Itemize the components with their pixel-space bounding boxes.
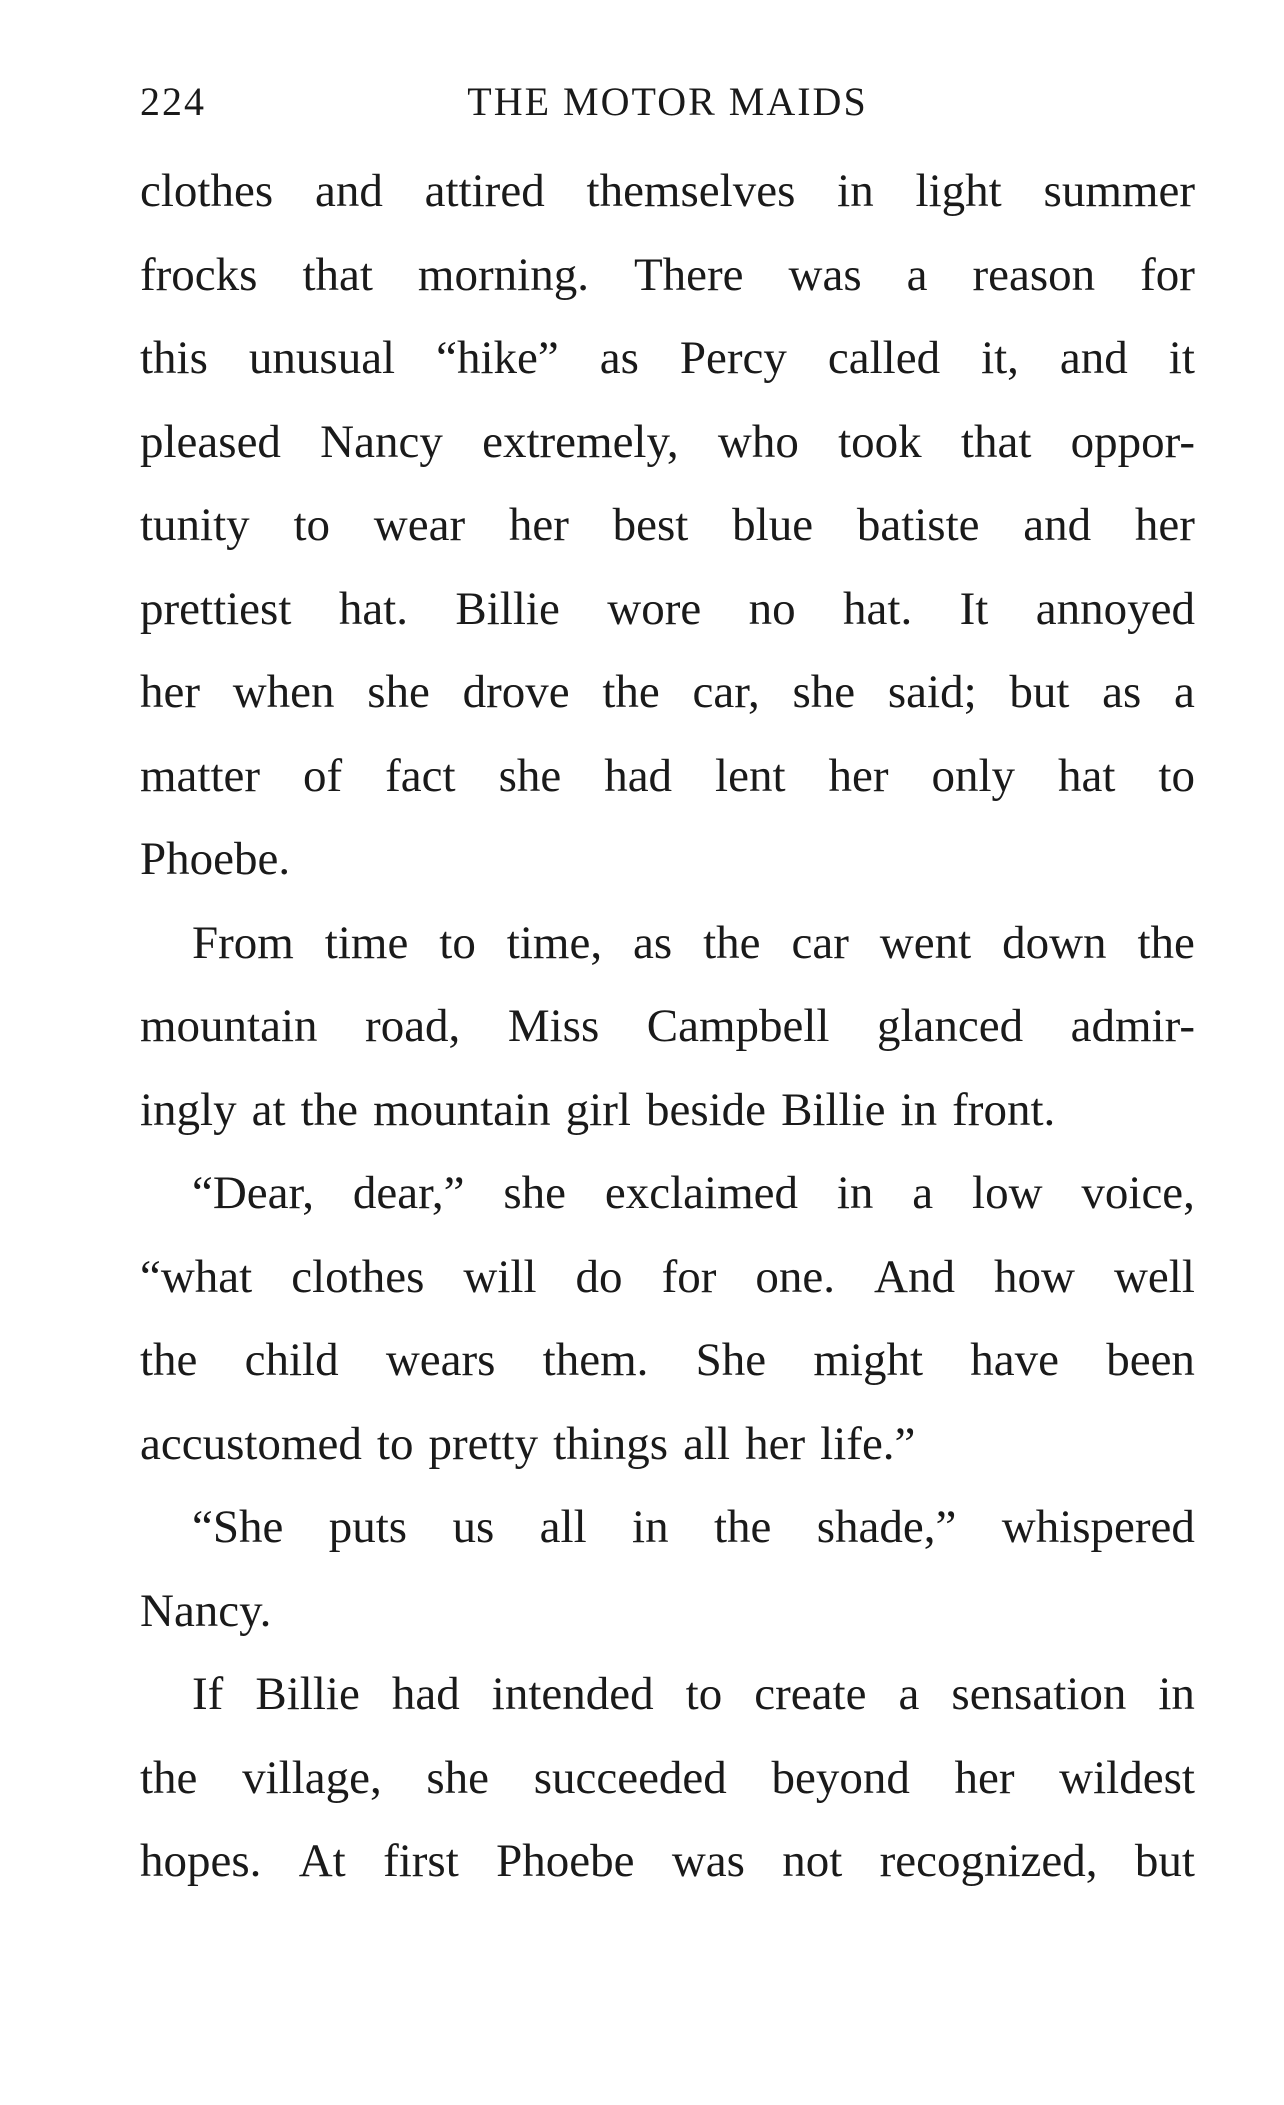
word: the: [713, 1501, 772, 1553]
word: wore: [607, 582, 702, 635]
word: for: [661, 1250, 717, 1303]
word: the: [140, 1334, 198, 1386]
text-line: [140, 1403, 1195, 1487]
word: At: [298, 1835, 346, 1887]
word: matter: [140, 749, 261, 802]
word: she: [792, 666, 856, 718]
word: in: [632, 1501, 669, 1553]
word: only: [931, 749, 1016, 802]
word: a: [912, 1167, 934, 1219]
word: wildest: [1059, 1751, 1195, 1804]
word: a: [906, 248, 928, 301]
word: summer: [1043, 165, 1195, 217]
word: the: [1137, 916, 1195, 969]
word: “hike”: [436, 332, 559, 384]
word: she: [498, 749, 562, 802]
word: this: [140, 332, 208, 384]
word: when: [232, 666, 335, 718]
word: mountain: [373, 1083, 551, 1136]
word: hopes.: [140, 1835, 262, 1887]
word: one.: [755, 1250, 836, 1303]
word: succeeded: [533, 1751, 727, 1804]
word: car: [791, 916, 849, 969]
word: girl: [565, 1083, 631, 1136]
word: she: [367, 666, 430, 718]
word: Campbell: [646, 1000, 830, 1052]
word: create: [754, 1668, 867, 1720]
word: all: [539, 1501, 587, 1553]
word: wears: [385, 1334, 496, 1386]
word: hat: [1058, 749, 1116, 802]
word: was: [788, 248, 862, 301]
text-line: [140, 1069, 1195, 1153]
text-line: [140, 1570, 1195, 1654]
word: well: [1113, 1250, 1195, 1303]
word: had: [604, 749, 673, 802]
word: her: [1134, 499, 1195, 551]
word: beyond: [771, 1751, 910, 1804]
word: best: [612, 499, 689, 551]
word: Billie: [455, 582, 560, 635]
word: Nancy.: [140, 1584, 272, 1637]
word: but: [1134, 1835, 1195, 1887]
word: a: [1174, 666, 1195, 718]
word: that: [302, 248, 373, 301]
body-text: [140, 150, 1195, 1904]
word: frocks: [140, 248, 258, 301]
word: time,: [506, 916, 603, 969]
word: lent: [715, 749, 786, 802]
word: down: [1002, 916, 1107, 969]
text-line: [140, 902, 1195, 986]
word: as: [633, 916, 673, 969]
word: pretty: [428, 1417, 539, 1470]
word: at: [251, 1083, 286, 1136]
word: glanced: [877, 1000, 1024, 1052]
word: her: [954, 1751, 1015, 1804]
word: car,: [692, 666, 760, 718]
word: road,: [365, 1000, 461, 1052]
word: she: [426, 1751, 490, 1804]
word: the: [300, 1083, 359, 1136]
word: low: [972, 1167, 1043, 1219]
word: in: [836, 1167, 874, 1219]
word: to: [376, 1417, 414, 1470]
word: exclaimed: [604, 1167, 799, 1219]
word: to: [1158, 749, 1195, 802]
word: ingly: [140, 1083, 237, 1136]
word: reason: [972, 248, 1096, 301]
word: Phoebe: [496, 1835, 635, 1887]
word: not: [782, 1835, 843, 1887]
word: unusual: [248, 332, 396, 384]
word: have: [970, 1334, 1059, 1386]
word: went: [879, 916, 972, 969]
word: Nancy: [320, 415, 443, 468]
word: It: [959, 582, 989, 635]
text-line: [140, 1653, 1195, 1737]
word: light: [915, 165, 1002, 217]
word: took: [838, 415, 922, 468]
word: blue: [732, 499, 814, 551]
text-line: [140, 1737, 1195, 1821]
word: been: [1106, 1334, 1195, 1386]
word: mountain: [140, 1000, 318, 1052]
word: her: [508, 499, 569, 551]
word: If: [192, 1668, 224, 1720]
word: recognized,: [879, 1835, 1098, 1887]
word: life.”: [820, 1417, 916, 1470]
word: tunity: [140, 499, 250, 551]
word: hat.: [338, 582, 408, 635]
word: a: [898, 1668, 920, 1720]
word: the: [140, 1751, 198, 1804]
word: who: [717, 415, 799, 468]
word: and: [1023, 499, 1092, 551]
word: them.: [542, 1334, 649, 1386]
word: fact: [385, 749, 456, 802]
text-line: [140, 1820, 1195, 1904]
word: the: [703, 916, 761, 969]
book-title: THE MOTOR MAIDS: [467, 79, 868, 124]
word: “She: [192, 1501, 284, 1553]
page-number: 224: [140, 79, 206, 124]
word: shade,”: [816, 1501, 957, 1553]
word: in: [1158, 1668, 1195, 1720]
word: drove: [462, 666, 570, 718]
word: to: [439, 916, 476, 969]
word: her: [140, 666, 201, 718]
word: in: [900, 1083, 938, 1136]
word: no: [748, 582, 796, 635]
word: pleased: [140, 415, 281, 468]
word: oppor-: [1070, 415, 1195, 468]
word: Billie: [781, 1083, 886, 1136]
word: Percy: [679, 332, 787, 384]
word: admir-: [1070, 1000, 1195, 1052]
word: and: [1059, 332, 1128, 384]
word: whispered: [1001, 1501, 1195, 1553]
word: front.: [952, 1083, 1056, 1136]
word: village,: [242, 1751, 382, 1804]
word: as: [599, 332, 639, 384]
word: morning.: [417, 248, 589, 301]
word: sensation: [951, 1668, 1127, 1720]
word: first: [383, 1835, 459, 1887]
word: And: [874, 1250, 955, 1303]
text-line: [140, 568, 1195, 652]
word: her: [745, 1417, 806, 1470]
word: for: [1140, 248, 1195, 301]
word: extremely,: [482, 415, 679, 468]
word: her: [828, 749, 889, 802]
word: in: [837, 165, 874, 217]
text-line: [140, 1486, 1195, 1570]
word: There: [633, 248, 744, 301]
word: time: [324, 916, 409, 969]
word: called: [827, 332, 941, 384]
word: how: [994, 1250, 1075, 1303]
word: to: [685, 1668, 723, 1720]
word: and: [314, 165, 383, 217]
word: the: [602, 666, 660, 718]
word: hat.: [843, 582, 913, 635]
running-head: [140, 70, 1195, 130]
word: puts: [328, 1501, 408, 1553]
word: will: [463, 1250, 537, 1303]
word: prettiest: [140, 582, 292, 635]
word: had: [391, 1668, 460, 1720]
word: said;: [887, 666, 977, 718]
text-line: [140, 1236, 1195, 1320]
text-line: [140, 317, 1195, 401]
word: Miss: [507, 1000, 600, 1052]
word: clothes: [140, 165, 274, 217]
word: she: [503, 1167, 567, 1219]
word: it: [1168, 332, 1195, 384]
book-page: [140, 70, 1195, 1904]
word: that: [960, 415, 1032, 468]
text-line: [140, 1319, 1195, 1403]
word: as: [1102, 666, 1142, 718]
text-line: [140, 1152, 1195, 1236]
word: all: [683, 1417, 731, 1470]
word: of: [303, 749, 343, 802]
word: From: [192, 916, 294, 969]
word: wear: [373, 499, 466, 551]
word: batiste: [856, 499, 980, 551]
word: but: [1009, 666, 1070, 718]
word: do: [575, 1250, 623, 1303]
word: “Dear,: [192, 1167, 315, 1219]
word: dear,”: [352, 1167, 465, 1219]
word: clothes: [291, 1250, 425, 1303]
text-line: [140, 150, 1195, 234]
word: “what: [140, 1250, 253, 1303]
word: Billie: [255, 1668, 360, 1720]
word: might: [813, 1334, 924, 1386]
word: child: [244, 1334, 339, 1386]
word: Phoebe.: [140, 833, 291, 885]
text-line: [140, 484, 1195, 568]
word: it,: [981, 332, 1019, 384]
word: was: [671, 1835, 745, 1887]
text-line: [140, 818, 1195, 902]
text-line: [140, 985, 1195, 1069]
word: accustomed: [140, 1417, 362, 1470]
word: beside: [645, 1083, 767, 1136]
word: to: [293, 499, 331, 551]
word: voice,: [1081, 1167, 1195, 1219]
word: things: [553, 1417, 669, 1470]
text-line: [140, 651, 1195, 735]
word: attired: [424, 165, 545, 217]
text-line: [140, 234, 1195, 318]
word: She: [695, 1334, 767, 1386]
word: intended: [491, 1668, 654, 1720]
text-line: [140, 735, 1195, 819]
word: us: [452, 1501, 495, 1553]
text-line: [140, 401, 1195, 485]
word: themselves: [586, 165, 796, 217]
word: annoyed: [1035, 582, 1195, 635]
